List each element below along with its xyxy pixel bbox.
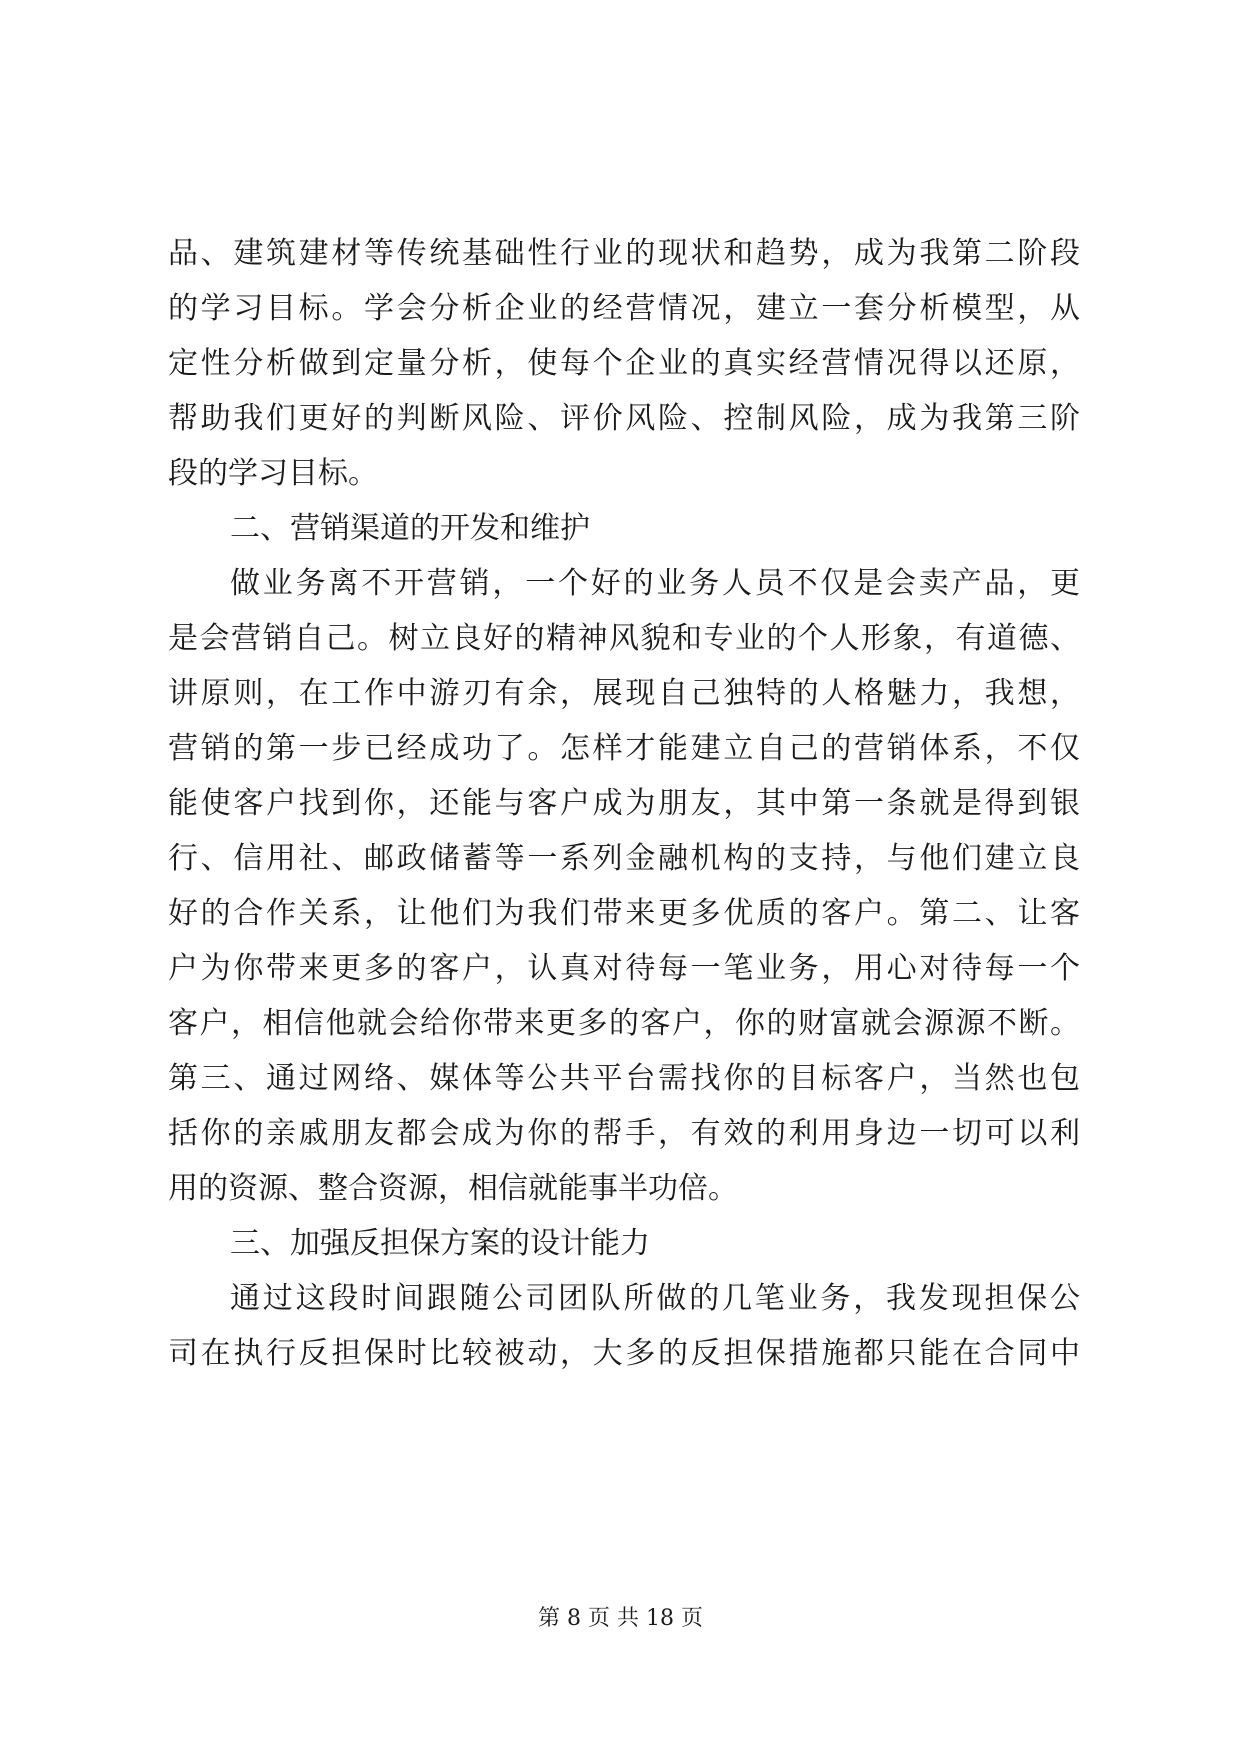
text-line: 品、建筑建材等传统基础性行业的现状和趋势，成为我第二阶段 <box>168 236 1080 271</box>
text-line: 用的资源、整合资源，相信就能事半功倍。 <box>168 1171 738 1206</box>
text-line: 营销的第一步已经成功了。怎样才能建立自己的营销体系，不仅 <box>168 731 1080 766</box>
text-line: 是会营销自己。树立良好的精神风貌和专业的个人形象，有道德、 <box>168 621 1080 656</box>
document-body <box>168 226 1080 1381</box>
section-heading: 三、加强反担保方案的设计能力 <box>230 1226 650 1261</box>
text-line: 讲原则，在工作中游刃有余，展现自己独特的人格魅力，我想， <box>168 676 1080 711</box>
page-number-footer: 第 8 页 共 18 页 <box>538 1606 703 1631</box>
text-line: 第三、通过网络、媒体等公共平台需找你的目标客户，当然也包 <box>168 1061 1080 1096</box>
section-heading: 二、营销渠道的开发和维护 <box>230 511 590 546</box>
text-line: 定性分析做到定量分析，使每个企业的真实经营情况得以还原， <box>168 346 1080 381</box>
text-line: 括你的亲戚朋友都会成为你的帮手，有效的利用身边一切可以利 <box>168 1116 1080 1151</box>
text-line: 能使客户找到你，还能与客户成为朋友，其中第一条就是得到银 <box>168 786 1080 821</box>
text-line: 行、信用社、邮政储蓄等一系列金融机构的支持，与他们建立良 <box>168 841 1080 876</box>
text-line: 通过这段时间跟随公司团队所做的几笔业务，我发现担保公 <box>230 1281 1080 1316</box>
text-line: 好的合作关系，让他们为我们带来更多优质的客户。第二、让客 <box>168 896 1080 931</box>
text-line: 做业务离不开营销，一个好的业务人员不仅是会卖产品，更 <box>230 566 1080 601</box>
text-line: 的学习目标。学会分析企业的经营情况，建立一套分析模型，从 <box>168 291 1080 326</box>
text-line: 帮助我们更好的判断风险、评价风险、控制风险，成为我第三阶 <box>168 401 1080 436</box>
text-line: 司在执行反担保时比较被动，大多的反担保措施都只能在合同中 <box>168 1336 1080 1371</box>
text-line: 客户，相信他就会给你带来更多的客户，你的财富就会源源不断。 <box>168 1006 1080 1041</box>
text-line: 段的学习目标。 <box>168 456 378 491</box>
text-line: 户为你带来更多的客户，认真对待每一笔业务，用心对待每一个 <box>168 951 1080 986</box>
